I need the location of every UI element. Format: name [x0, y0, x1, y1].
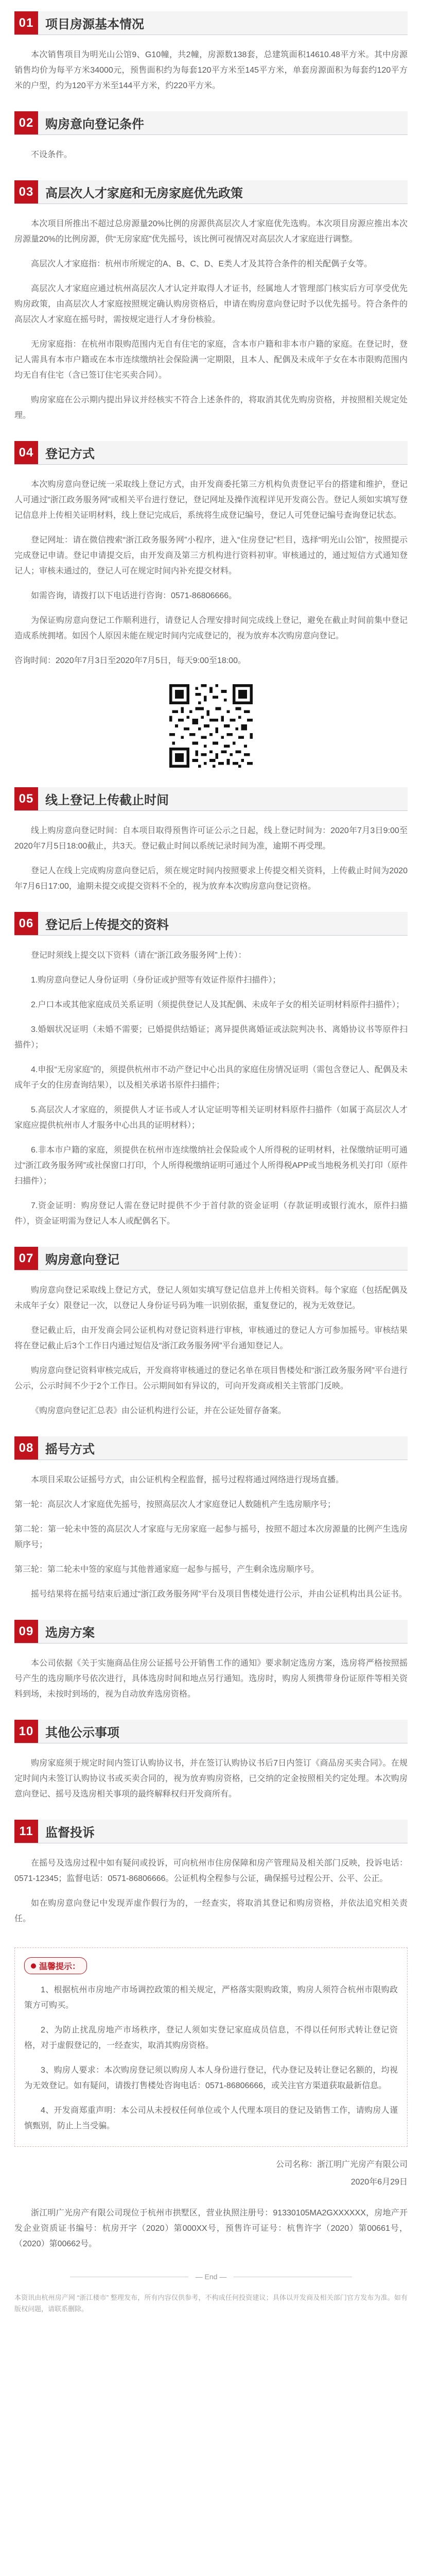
- section-number: 07: [14, 1247, 38, 1270]
- end-label: — End —: [195, 2273, 227, 2281]
- section-number: 09: [14, 1620, 38, 1643]
- paragraph: 本次购房意向登记统一采取线上登记方式，由开发商委托第三方机构负责登记平台的搭建和维护，登记人可通过“浙江政务服务网”或相关平台进行登记，登记网址及操作流程详见开发商公告。登记人须如实填写登记信息并上传相关证明材料，线上登记完成后，系统将生成登记编号，登记人可凭登记编号查询登记状态。: [14, 480, 408, 520]
- paragraph: 登记网址：请在微信搜索“浙江政务服务网”小程序，进入“住房登记”栏目，选择“明光山公馆”，按照提示完成登记申请。登记申请提交后，由开发商及第三方机构进行资料初审。审核通过的，通过短信方式通知登记人；审核未通过的，登记人可在规定时间内补充提交材料。: [14, 536, 408, 575]
- paragraph: 本项目采取公证摇号方式，由公证机构全程监督，摇号过程将通过网络进行现场直播。: [31, 1476, 344, 1484]
- paragraph: 为保证购房意向登记工作顺利进行，请登记人合理安排时间完成线上登记，避免在截止时间前集中登记造成系统拥堵。如因个人原因未能在规定时间内完成登记的，视为放弃本次购房意向登记。: [14, 616, 408, 640]
- section-header-6: [14, 912, 408, 936]
- paragraph: 购房家庭须于规定时间内签订认购协议书，并在签订认购协议书后7日内签订《商品房买卖合同》。在规定时间内未签订认购协议书或买卖合同的，视为放弃购房资格，已交纳的定金按照相关约定处理。本次购房意向登记、摇号及选房相关事项的最终解释权归开发商所有。: [14, 1759, 408, 1799]
- section-header-10: [14, 1720, 408, 1743]
- list-item: 4.申报“无房家庭”的，须提供杭州市不动产登记中心出具的家庭住房情况证明（需包含登记人、配偶及未成年子女的住房查询结果），以及相关承诺书原件扫描件；: [14, 1065, 408, 1090]
- qr-code-icon: [167, 682, 255, 770]
- section-number: 02: [14, 111, 38, 134]
- paragraph: 摇号结果将在摇号结束后通过“浙江政务服务网”平台及项目售楼处进行公示，并由公证机构出具公证书。: [31, 1590, 407, 1599]
- section-number: 08: [14, 1436, 38, 1460]
- section-title: 摇号方式: [38, 1436, 408, 1460]
- section-header-3: [14, 180, 408, 204]
- notice-item: 4、开发商郑重声明：本公司从未授权任何单位或个人代理本项目的登记及销售工作，请购房人谨慎甄别，防止上当受骗。: [24, 2106, 398, 2130]
- list-item: 6.非本市户籍的家庭，须提供在杭州市连续缴纳社会保险或个人所得税的证明材料，社保缴纳证明可通过“浙江政务服务网”或社保窗口打印，个人所得税缴纳证明可通过个人所得税APP或当地税务机关打印（原件扫描件）；: [14, 1146, 408, 1185]
- paragraph: 登记人在线上完成购房意向登记后，须在规定时间内按照要求上传提交相关资料，上传截止时间为2020年7月6日17:00，逾期未提交或提交资料不全的，视为放弃本次购房意向登记资格。: [14, 867, 408, 891]
- paragraph: 本次项目所推出不超过总房源量20%比例的房源供高层次人才家庭优先选购。本次项目房源应推出本次房源量20%的比例房源，供“无房家庭”优先摇号，该比例可视情况对高层次人才家庭进行调整。: [14, 219, 408, 244]
- list-item: 2.户口本或其他家庭成员关系证明（须提供登记人及其配偶、未成年子女的相关证明材料原件扫描件）；: [31, 1001, 405, 1009]
- paragraph: 如需咨询，请拨打以下电话进行咨询：0571-86806666。: [31, 591, 237, 600]
- section-header-1: [14, 11, 408, 35]
- section-header-5: [14, 787, 408, 811]
- section-title: 登记后上传提交的资料: [38, 912, 408, 935]
- paragraph: 第一轮：高层次人才家庭优先摇号，按照高层次人才家庭登记人数随机产生选房顺序号；: [14, 1500, 336, 1509]
- section-header-8: [14, 1436, 408, 1460]
- warm-notice-box: [14, 1947, 408, 2147]
- notice-tag: [24, 1957, 87, 1974]
- paragraph: 无房家庭指：在杭州市限购范围内无自有住宅的家庭，含本市户籍和非本市户籍的家庭。在登记时，登记人需具有本市户籍或在本市连续缴纳社会保险满一定期限，且本人、配偶及未成年子女在本市限购范围内均无自有住宅（含已签订住宅买卖合同）。: [14, 340, 408, 380]
- section-header-11: [14, 1820, 408, 1843]
- paragraph: 登记时须线上提交以下资料（请在“浙江政务服务网”上传）：: [31, 951, 247, 960]
- list-item: 1.购房意向登记人身份证明（身份证或护照等有效证件原件扫描件）；: [31, 976, 281, 985]
- section-number: 05: [14, 787, 38, 810]
- signoff-company: 公司名称：浙江明广光房产有限公司: [275, 2160, 408, 2169]
- paragraph: 线上购房意向登记时间：自本项目取得预售许可证公示之日起，线上登记时间为：2020年7月3日9:00至2020年7月5日18:00截止，共3天。登记截止时间以系统记录时间为准，逾期不再受理。: [14, 826, 408, 851]
- section-header-4: [14, 441, 408, 465]
- list-item: 7.资金证明：购房登记人需在登记时提供不少于首付款的资金证明（存款证明或银行流水，原件扫描件），资金证明需为登记人本人或配偶名下。: [14, 1201, 408, 1226]
- paragraph: 第二轮：第一轮未中签的高层次人才家庭与无房家庭一起参与摇号，按照不超过本次房源量的比例产生选房顺序号；: [14, 1525, 408, 1549]
- paragraph: 高层次人才家庭应通过杭州高层次人才认定并取得人才证书，经属地人才管理部门核实后方可享受优先购房政策，由高层次人才家庭按照规定确认购房资格后，申请在购房意向登记时予以优先摇号。符合条件的高层次人才家庭在摇号时，需按规定进行人才身份核验。: [14, 284, 408, 324]
- section-header-9: [14, 1620, 408, 1643]
- developer-info: 浙江明广光房产有限公司现位于杭州市拱墅区，营业执照注册号：91330105MA2GXXXXXX，房地产开发企业资质证书编号：杭房开字（2020）第000XX号，预售许可证号：杭售许字（2020）第00661号，（2020）第00662号。: [14, 2209, 408, 2248]
- paragraph: 第三轮：第二轮未中签的家庭与其他普通家庭一起参与摇号，产生剩余选房顺序号。: [14, 1565, 320, 1574]
- notice-tag-label: 温馨提示：: [39, 1962, 81, 1971]
- section-number: 04: [14, 441, 38, 464]
- section-number: 03: [14, 180, 38, 204]
- section-title: 其他公示事项: [38, 1720, 408, 1743]
- notice-item: 1、根据杭州市房地产市场调控政策的相关规定，严格落实限购政策，购房人须符合杭州市限购政策方可购买。: [24, 1986, 398, 2010]
- list-item: 3.婚姻状况证明（未婚不需要；已婚提供结婚证；离异提供离婚证或法院判决书、离婚协议书等原件扫描件）；: [14, 1025, 408, 1049]
- section-header-7: [14, 1247, 408, 1270]
- end-marker: [14, 2273, 408, 2281]
- section-number: 11: [14, 1820, 38, 1843]
- section-header-2: [14, 111, 408, 135]
- section-number: 10: [14, 1720, 38, 1743]
- paragraph: 不设条件。: [31, 150, 73, 159]
- section-title: 选房方案: [38, 1620, 408, 1643]
- paragraph: 高层次人才家庭指：杭州市所规定的A、B、C、D、E类人才及其符合条件的相关配偶子女等。: [31, 260, 373, 268]
- paragraph: 本公司依据《关于实施商品住房公证摇号公开销售工作的通知》要求制定选房方案，选房将严格按照摇号产生的选房顺序号依次进行，具体选房时间和地点另行通知。选房时，购房人须携带身份证原件等相关资料到场，未按时到场的，视为自动放弃选房资格。: [14, 1659, 408, 1699]
- section-title: 购房意向登记: [38, 1247, 408, 1270]
- paragraph: 购房意向登记采取线上登记方式，登记人须如实填写登记信息并上传相关资料。每个家庭（包括配偶及未成年子女）限登记一次，以登记人身份证号码为唯一识别依据，重复登记的，视为无效登记。: [14, 1286, 408, 1310]
- disclaimer: 本资讯由杭州房产网 “浙江楼市” 整理发布，所有内容仅供参考，不构成任何投资建议；具体以开发商及相关部门官方发布为准。如有版权问题，请联系删除。: [14, 2294, 408, 2313]
- paragraph: 《购房意向登记汇总表》由公证机构进行公证，并在公证处留存备案。: [31, 1406, 287, 1415]
- section-title: 监督投诉: [38, 1820, 408, 1843]
- paragraph: 在摇号及选房过程中如有疑问或投诉，可向杭州市住房保障和房产管理局及相关部门反映，投诉电话：0571-12345；监督电话：0571-86806666。公证机构全程参与公证，确保摇号过程公开、公平、公正。: [14, 1859, 408, 1883]
- notice-item: 3、购房人要求：本次购房登记须以购房人本人身份进行登记，代办登记及转让登记名额的，均视为无效登记。如有疑问，请拨打售楼处咨询电话：0571-86806666，或关注官方渠道获取最新信息。: [24, 2066, 398, 2090]
- notice-item: 2、为防止扰乱房地产市场秩序，登记人须如实登记家庭成员信息，不得以任何形式转让登记资格，对于虚假登记的，一经查实，取消其购房资格。: [24, 2026, 398, 2050]
- section-title: 登记方式: [38, 441, 408, 464]
- section-number: 01: [14, 11, 38, 35]
- qr-code-container: [14, 682, 408, 770]
- list-item: 5.高层次人才家庭的，须提供人才证书或人才认定证明等相关证明材料原件扫描件（如属于高层次人才家庭应提供杭州市人才服务中心出具的证明材料）；: [14, 1106, 408, 1130]
- paragraph: 本次销售项目为明光山公馆9、G10幢，共2幢，房源数138套，总建筑面积14610.48平方米。其中房源销售均价为每平方米34000元，预售面积约为每套120平方米至145平方米，单套房源面积为每套约120平方米的户型，约为120平方米至144平方米，约220平方米。: [14, 50, 408, 90]
- paragraph: 购房意向登记资料审核完成后，开发商将审核通过的登记名单在项目售楼处和“浙江政务服务网”平台进行公示，公示时间不少于2个工作日。公示期间如有异议的，可向开发商或相关主管部门反映。: [14, 1366, 408, 1391]
- paragraph: 购房家庭在公示期内提出异议并经核实不符合上述条件的，将取消其优先购房资格，并按照相关规定处理。: [14, 396, 408, 420]
- notice-dot-icon: [31, 1963, 36, 1969]
- section-title: 线上登记上传截止时间: [38, 787, 408, 810]
- paragraph: 咨询时间：2020年7月3日至2020年7月5日，每天9:00至18:00。: [14, 656, 246, 665]
- section-number: 06: [14, 912, 38, 935]
- paragraph: 如在购房意向登记中发现弄虚作假行为的，一经查实，将取消其登记和购房资格，并依法追究相关责任。: [14, 1899, 408, 1923]
- section-title: 购房意向登记条件: [38, 111, 408, 134]
- section-title: 高层次人才家庭和无房家庭优先政策: [38, 180, 408, 204]
- signoff-date: 2020年6月29日: [350, 2178, 408, 2187]
- paragraph: 登记截止后，由开发商会同公证机构对登记资料进行审核，审核通过的登记人方可参加摇号。审核结果将在登记截止后3个工作日内通过短信及“浙江政务服务网”平台通知登记人。: [14, 1326, 408, 1350]
- section-title: 项目房源基本情况: [38, 11, 408, 35]
